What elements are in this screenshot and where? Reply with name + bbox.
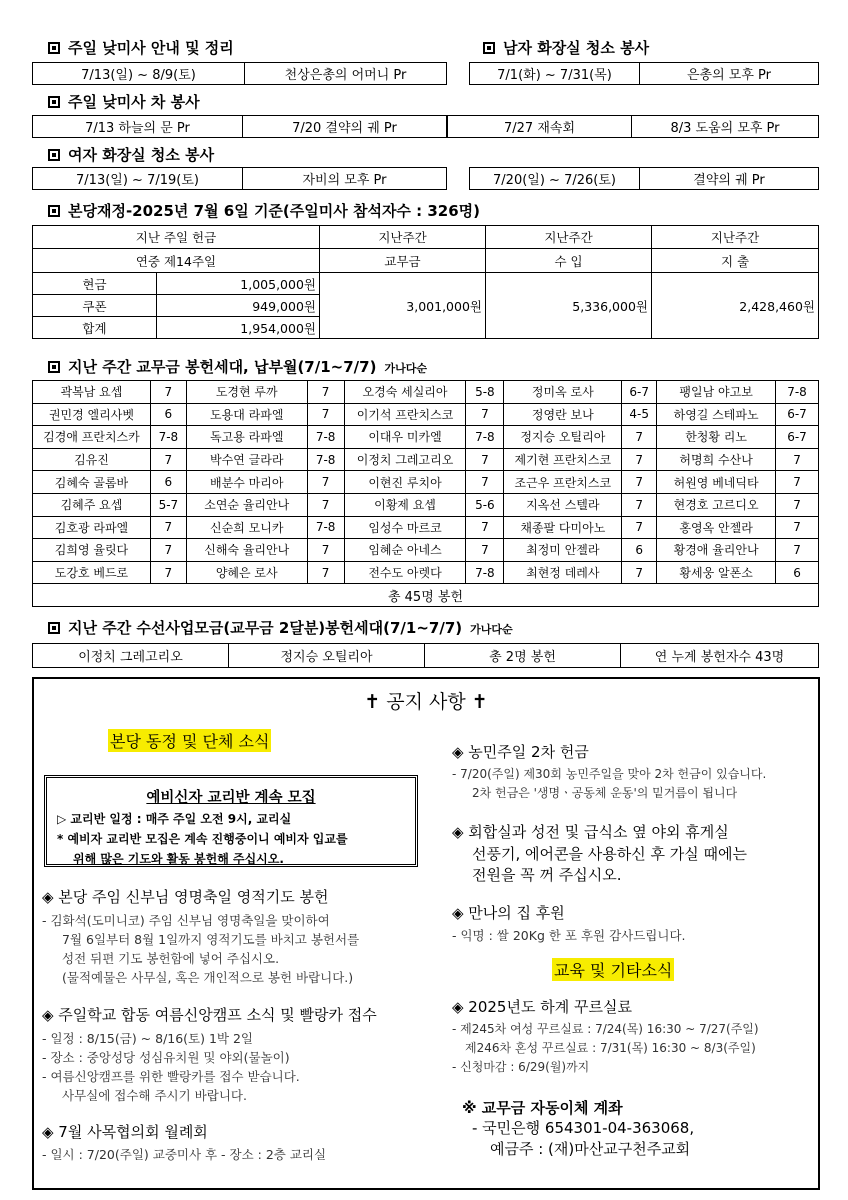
member-months: 7: [150, 516, 186, 539]
member-months: 6-7: [776, 403, 819, 426]
notice-item-title: ◈ 7월 사목협의회 월례회: [42, 1123, 208, 1141]
member-name: 임혜순 아네스: [344, 539, 466, 562]
member-row: [33, 381, 819, 404]
sort-note: 가나다순: [470, 623, 513, 636]
member-months: 7: [776, 539, 819, 562]
square-bullet-icon: [483, 42, 495, 54]
value-cell: 자비의 모후 Pr: [302, 173, 387, 188]
member-name: 이대우 미카엘: [344, 426, 466, 449]
member-name: 이정치 그레고리오: [344, 448, 466, 471]
member-name: 도경현 루까: [186, 381, 307, 404]
notice-line: 2차 헌금은 '생명ㆍ공동체 운동'의 밑거름이 됩니다: [472, 786, 738, 800]
member-months: 7: [622, 471, 657, 494]
notice-line: 사무실에 접수해 주시기 바랍니다.: [62, 1088, 247, 1103]
member-name: 하영길 스테파노: [657, 403, 776, 426]
member-row: [33, 403, 819, 426]
member-months: 7: [150, 448, 186, 471]
mission-cell: 연 누계 봉헌자수 43명: [654, 650, 785, 665]
member-months: 7: [776, 493, 819, 516]
member-name: 배분수 마리아: [186, 471, 307, 494]
member-months: 7: [150, 381, 186, 404]
car-service-row-2: [447, 115, 819, 138]
member-months: 7-8: [307, 516, 344, 539]
member-name: 정영란 보나: [504, 403, 622, 426]
member-months: 7: [466, 403, 504, 426]
notice-line: 성전 뒤편 기도 봉헌함에 넣어 주십시오.: [62, 951, 280, 966]
member-name: 오경숙 세실리아: [344, 381, 466, 404]
finance-header-cell: 지난주간: [486, 226, 652, 249]
notice-box: [32, 677, 820, 1190]
womens-restroom-row-2: [469, 167, 819, 190]
member-name: 채종팔 다미아노: [504, 516, 622, 539]
member-row: [33, 561, 819, 584]
finance-row-amount: 1,954,000원: [157, 317, 320, 339]
notice-line: - 여름신앙캠프를 위한 빨랑카를 접수 받습니다.: [42, 1069, 300, 1084]
mens-restroom-header: [483, 37, 649, 58]
member-name: 팽일남 야고보: [657, 381, 776, 404]
member-months: 6: [150, 403, 186, 426]
member-months: 7: [466, 471, 504, 494]
notice-item-title: ◈ 본당 주임 신부님 영명축일 영적기도 봉헌: [42, 888, 329, 906]
member-name: 곽복남 요셉: [33, 381, 151, 404]
member-months: 5-7: [150, 493, 186, 516]
member-months: 7-8: [466, 426, 504, 449]
account-holder: 예금주 : (재)마산교구천주교회: [490, 1140, 691, 1158]
mens-restroom-row: [469, 62, 819, 85]
car-service-row-1: [32, 115, 447, 138]
member-name: 황경애 율리안나: [657, 539, 776, 562]
mission-cell: 정지승 오틸리아: [229, 644, 425, 667]
income-amount: 5,336,000원: [486, 273, 652, 339]
finance-header-cell: 수 입: [486, 249, 652, 273]
member-name: 김호광 라파엘: [33, 516, 151, 539]
notice-line: - 익명 : 쌀 20Kg 한 포 후원 감사드립니다.: [452, 928, 686, 943]
member-months: 7: [622, 516, 657, 539]
member-months: 7: [307, 493, 344, 516]
square-bullet-icon: [48, 42, 60, 54]
member-name: 김유진: [33, 448, 151, 471]
pastor-feast-notice: [42, 886, 359, 987]
square-bullet-icon: [48, 96, 60, 108]
member-months: 7: [622, 426, 657, 449]
member-months: 7-8: [150, 426, 186, 449]
member-name: 정지승 오틸리아: [504, 426, 622, 449]
council-meeting-notice: [42, 1121, 326, 1164]
sort-note: 가나다순: [384, 362, 427, 375]
member-months: 7-8: [307, 426, 344, 449]
member-name: 이기석 프란치스코: [344, 403, 466, 426]
finance-header: [48, 200, 480, 221]
finance-header-cell: 지난주간: [652, 226, 819, 249]
finance-header-cell: 지난 주일 헌금: [33, 226, 320, 249]
finance-header-cell: 연중 제14주일: [33, 249, 320, 273]
member-months: 6-7: [622, 381, 657, 404]
notice-line: - 김화석(도미니코) 주임 신부님 영명축일을 맞이하여: [42, 913, 330, 928]
finance-header-cell: 지난주간: [320, 226, 486, 249]
car-service-cell: 8/3 도움의 모후 Pr: [670, 121, 780, 136]
notice-line: (물적예물은 사무실, 혹은 개인적으로 봉헌 바랍니다.): [62, 970, 354, 985]
member-name: 양혜은 로사: [186, 561, 307, 584]
member-name: 조근우 프란치스코: [504, 471, 622, 494]
member-months: 7: [622, 493, 657, 516]
member-name: 이황제 요셉: [344, 493, 466, 516]
member-name: 김희영 율릿다: [33, 539, 151, 562]
car-service-header: [48, 91, 200, 112]
member-name: 최정미 안젤라: [504, 539, 622, 562]
notice-line: - 일정 : 8/15(금) ~ 8/16(토) 1박 2일: [42, 1031, 254, 1046]
member-name: 제기현 프란치스코: [504, 448, 622, 471]
member-months: 7-8: [307, 448, 344, 471]
member-name: 허원영 베네딕타: [657, 471, 776, 494]
bank-account: - 국민은행 654301-04-363068,: [472, 1119, 695, 1137]
member-name: 정미옥 로사: [504, 381, 622, 404]
right-header: [552, 958, 674, 981]
member-row: [33, 426, 819, 449]
member-name: 김혜주 요셉: [33, 493, 151, 516]
member-months: 7: [622, 561, 657, 584]
member-name: 황세웅 알폰소: [657, 561, 776, 584]
square-bullet-icon: [48, 205, 60, 217]
member-name: 한청황 리노: [657, 426, 776, 449]
member-row: [33, 516, 819, 539]
summer-camp-notice: [42, 1004, 377, 1105]
notice-line: - 7/20(주일) 제30회 농민주일을 맞아 2차 헌금이 있습니다.: [452, 767, 767, 781]
member-name: 독고용 라파엘: [186, 426, 307, 449]
value-cell: 결약의 궤 Pr: [693, 173, 765, 188]
notice-title: ✝ 공지 사항 ✝: [364, 691, 488, 713]
member-months: 5-6: [466, 493, 504, 516]
member-months: 7: [150, 561, 186, 584]
box-line: 위해 많은 기도와 활동 봉헌해 주십시오.: [73, 852, 284, 866]
notice-item-title: ◈ 주일학교 합동 여름신앙캠프 소식 및 빨랑카 접수: [42, 1006, 377, 1024]
member-months: 7: [622, 448, 657, 471]
member-months: 4-5: [622, 403, 657, 426]
member-months: 6: [150, 471, 186, 494]
member-months: 6: [622, 539, 657, 562]
section-title: 여자 화장실 청소 봉사: [68, 146, 215, 164]
member-months: 6-7: [776, 426, 819, 449]
mission-row: [32, 643, 819, 668]
member-months: 7: [466, 516, 504, 539]
sunday-mass-guide-row: [32, 62, 447, 85]
member-name: 소연순 율리안나: [186, 493, 307, 516]
members-total: 총 45명 봉헌: [33, 584, 819, 607]
member-months: 7: [307, 403, 344, 426]
date-cell: 7/13(일) ~ 7/19(토): [33, 168, 243, 189]
catechumen-box: [44, 775, 418, 867]
finance-header-cell: 교무금: [320, 249, 486, 273]
finance-row-label: 쿠폰: [33, 295, 157, 317]
finance-row-label: 합계: [33, 317, 157, 339]
member-months: 6: [776, 561, 819, 584]
member-months: 5-8: [466, 381, 504, 404]
date-cell: 7/13(일) ~ 8/9(토): [33, 63, 245, 84]
section-title: 본당재정-2025년 7월 6일 기준(주일미사 참석자수 : 326명): [68, 202, 481, 220]
member-name: 홍영옥 안젤라: [657, 516, 776, 539]
member-months: 7: [307, 471, 344, 494]
member-months: 7: [776, 448, 819, 471]
members-table: [32, 380, 819, 607]
member-name: 허명희 수산나: [657, 448, 776, 471]
member-name: 도용대 라파엘: [186, 403, 307, 426]
womens-restroom-row-1: [32, 167, 447, 190]
date-cell: 7/20(일) ~ 7/26(토): [470, 168, 640, 189]
finance-row-amount: 1,005,000원: [157, 273, 320, 295]
member-name: 지옥선 스텔라: [504, 493, 622, 516]
member-name: 김혜숙 골롬바: [33, 471, 151, 494]
auto-transfer-notice: [462, 1097, 694, 1160]
notice-line: 7월 6일부터 8월 1일까지 영적기도를 바치고 봉헌서를: [62, 932, 360, 947]
box-title: 예비신자 교리반 계속 모집: [146, 790, 316, 806]
member-months: 7-8: [776, 381, 819, 404]
rest-area-notice: [452, 821, 747, 886]
value-cell: 천상은총의 어머니 Pr: [284, 68, 407, 83]
square-bullet-icon: [48, 149, 60, 161]
member-months: 7: [776, 471, 819, 494]
member-name: 김경애 프란치스카: [33, 426, 151, 449]
cursillo-notice: [452, 996, 759, 1077]
highlight-label: 본당 동정 및 단체 소식: [108, 729, 271, 752]
box-line: * 예비자 교리반 모집은 계속 진행중이니 예비자 입교를: [57, 832, 348, 846]
member-months: 7: [776, 516, 819, 539]
womens-restroom-header: [48, 144, 214, 165]
notice-line: 선풍기, 에어콘을 사용하신 후 가실 때에는: [472, 845, 747, 863]
section-title: 지난 주간 수선사업모금(교무금 2달분)봉헌세대(7/1~7/7): [68, 619, 463, 637]
member-months: 7: [307, 539, 344, 562]
mission-cell: 총 2명 봉헌: [425, 644, 621, 667]
member-name: 신해숙 율리안나: [186, 539, 307, 562]
member-name: 이현진 루치아: [344, 471, 466, 494]
member-name: 신순희 모니카: [186, 516, 307, 539]
car-service-cell: 7/20 결약의 궤 Pr: [292, 121, 397, 136]
finance-row-label: 현금: [33, 273, 157, 295]
mission-header: [48, 617, 513, 638]
notice-item-title: ※ 교무금 자동이체 계좌: [462, 1099, 623, 1117]
member-months: 7: [466, 539, 504, 562]
members-header: [48, 356, 427, 377]
section-title: 지난 주간 교무금 봉헌세대, 납부월(7/1~7/7): [68, 358, 377, 376]
date-cell: 7/1(화) ~ 7/31(목): [470, 63, 640, 84]
member-name: 전수도 아렛다: [344, 561, 466, 584]
notice-line: - 신청마감 : 6/29(월)까지: [452, 1060, 590, 1074]
left-header: [108, 729, 271, 752]
member-name: 도강호 베드로: [33, 561, 151, 584]
notice-line: - 장소 : 중앙성당 성심유치원 및 야외(물놀이): [42, 1050, 290, 1065]
notice-item-title: ◈ 만나의 집 후원: [452, 904, 565, 922]
notice-line: 제246차 혼성 꾸르실료 : 7/31(목) 16:30 ~ 8/3(주일): [465, 1041, 756, 1055]
finance-row-amount: 949,000원: [157, 295, 320, 317]
notice-line: 전원을 꼭 꺼 주십시오.: [472, 866, 622, 884]
member-row: [33, 471, 819, 494]
finance-header-cell: 지 출: [652, 249, 819, 273]
notice-item-title: ◈ 농민주일 2차 헌금: [452, 743, 589, 761]
car-service-cell: 7/27 재속회: [448, 116, 632, 137]
value-cell: 은총의 모후 Pr: [686, 68, 771, 83]
member-months: 7: [150, 539, 186, 562]
member-name: 권민경 엘리사벳: [33, 403, 151, 426]
highlight-label: 교육 및 기타소식: [552, 958, 674, 981]
farmers-sunday-notice: [452, 741, 766, 803]
box-line: ▷ 교리반 일정 : 매주 주일 오전 9시, 교리실: [57, 812, 292, 826]
section-title: 주일 낮미사 안내 및 정리: [68, 39, 234, 57]
member-months: 7-8: [466, 561, 504, 584]
member-name: 현경호 고르디오: [657, 493, 776, 516]
member-row: [33, 539, 819, 562]
member-name: 임성수 마르코: [344, 516, 466, 539]
manna-house-notice: [452, 902, 686, 945]
notice-item-title: ◈ 2025년도 하계 꾸르실료: [452, 998, 632, 1016]
section-title: 주일 낮미사 차 봉사: [68, 93, 200, 111]
notice-item-title: ◈ 회합실과 성전 및 급식소 옆 야외 휴게실: [452, 823, 729, 841]
member-row: [33, 493, 819, 516]
finance-table: [32, 225, 819, 339]
mission-cell: 이정치 그레고리오: [33, 644, 229, 667]
notice-line: - 제245차 여성 꾸르실료 : 7/24(목) 16:30 ~ 7/27(주일): [452, 1022, 759, 1036]
square-bullet-icon: [48, 622, 60, 634]
member-row: [33, 448, 819, 471]
section-title: 남자 화장실 청소 봉사: [503, 39, 650, 57]
square-bullet-icon: [48, 361, 60, 373]
member-months: 7: [466, 448, 504, 471]
member-months: 7: [307, 561, 344, 584]
expense-amount: 2,428,460원: [652, 273, 819, 339]
sunday-mass-guide-header: [48, 37, 234, 58]
gyomu-amount: 3,001,000원: [320, 273, 486, 339]
car-service-cell: 7/13 하늘의 문 Pr: [33, 116, 243, 137]
member-name: 최현정 데레사: [504, 561, 622, 584]
member-name: 박수연 글라라: [186, 448, 307, 471]
member-months: 7: [307, 381, 344, 404]
notice-line: - 일시 : 7/20(주일) 교중미사 후 - 장소 : 2층 교리실: [42, 1147, 327, 1162]
